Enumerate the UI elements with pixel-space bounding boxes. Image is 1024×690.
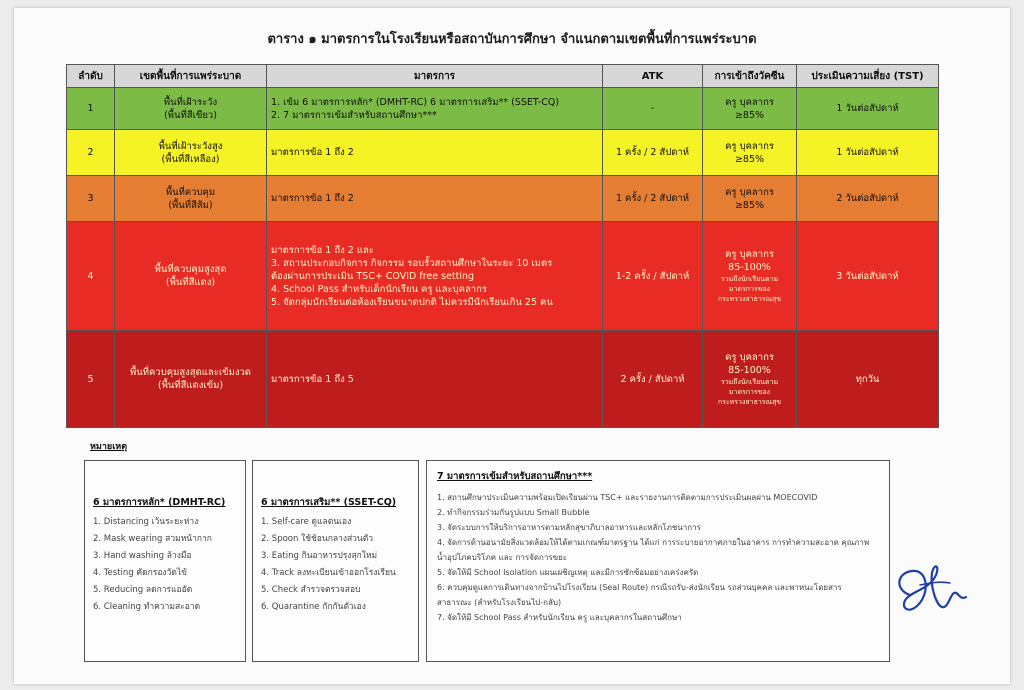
row-zone xyxy=(115,222,267,331)
row-tst: 3 วันต่อสัปดาห์ xyxy=(797,222,939,331)
list-item: 4. Testing คัดกรองวัดไข้ xyxy=(93,568,187,578)
table-row xyxy=(67,88,939,130)
measure-line: มาตรการข้อ 1 ถึง 2 และ xyxy=(271,244,374,256)
vaccine-line: ครู บุคลากร xyxy=(725,96,774,108)
zone-color: (พื้นที่สีส้ม) xyxy=(168,199,213,211)
row-no: 1 xyxy=(67,88,115,130)
row-zone xyxy=(115,88,267,130)
row-no: 5 xyxy=(67,331,115,428)
list-item: 4. Track ลงทะเบียนเข้าออกโรงเรียน xyxy=(261,568,396,578)
zone-color: (พื้นที่สีเหลือง) xyxy=(161,153,220,165)
vaccine-note: กระทรวงสาธารณสุข xyxy=(717,295,782,303)
strict-measures-title: 7 มาตรการเข้มสำหรับสถานศึกษา*** xyxy=(437,471,593,482)
list-item: 4. จัดการด้านอนามัยสิ่งแวดล้อมให้ได้ตามเกณฑ์มาตรฐาน ได้แก่ การระบายอากาศภายในอาคาร การทำความสะอาด คุณภาพ xyxy=(437,538,870,547)
notes-label: หมายเหตุ xyxy=(90,442,128,452)
zone-color: (พื้นที่สีแดงเข้ม) xyxy=(157,380,224,391)
zone-name: พื้นที่ควบคุมสูงสุด xyxy=(154,264,227,275)
row-tst: 1 วันต่อสัปดาห์ xyxy=(797,88,939,130)
row-zone xyxy=(115,331,267,428)
row-measures xyxy=(267,331,603,428)
vaccine-line: ครู บุคลากร xyxy=(725,140,774,152)
zone-name: พื้นที่เฝ้าระวังสูง xyxy=(158,140,223,152)
measure-line: ต้องผ่านการประเมิน TSC+ COVID free setting xyxy=(271,270,475,282)
vaccine-note: มาตรการของ xyxy=(728,285,771,293)
list-item: 5. จัดให้มี School Isolation แผนเผชิญเหตุ และมีการซักซ้อมอย่างเคร่งครัด xyxy=(437,568,699,577)
measure-line: มาตรการข้อ 1 ถึง 5 xyxy=(271,373,354,385)
list-item: น้ำอุปโภคบริโภค และ การจัดการขยะ xyxy=(437,553,568,562)
measure-line: มาตรการข้อ 1 ถึง 2 xyxy=(271,147,354,158)
row-atk: 1 ครั้ง / 2 สัปดาห์ xyxy=(603,130,703,176)
row-tst: ทุกวัน xyxy=(797,331,939,428)
signature-icon xyxy=(890,555,970,625)
row-atk: 1-2 ครั้ง / สัปดาห์ xyxy=(603,222,703,331)
vaccine-note: รวมถึงนักเรียนตาม xyxy=(720,378,779,386)
list-item: 1. Self-care ดูแลตนเอง xyxy=(261,517,352,527)
vaccine-line: ≥85% xyxy=(734,153,765,165)
row-zone xyxy=(115,130,267,176)
vaccine-note: กระทรวงสาธารณสุข xyxy=(717,398,782,406)
list-item: 1. สถานศึกษาประเมินความพร้อมเปิดเรียนผ่าน TSC+ และรายงานการติดตามการประเมินผลผ่าน MOECOVID xyxy=(437,493,818,502)
row-no: 2 xyxy=(67,130,115,176)
header-vaccine: การเข้าถึงวัคซีน xyxy=(703,65,797,88)
row-tst: 1 วันต่อสัปดาห์ xyxy=(797,130,939,176)
table-row xyxy=(67,331,939,428)
list-item: 5. Check สำรวจตรวจสอบ xyxy=(261,585,361,595)
row-measures xyxy=(267,222,603,331)
list-item: 7. จัดให้มี School Pass สำหรับนักเรียน ครู และบุคลากรในสถานศึกษา xyxy=(437,613,682,622)
measure-line: 3. สถานประกอบกิจการ กิจกรรม รอบรั้วสถานศึกษาในระยะ 10 เมตร xyxy=(271,257,553,269)
row-vaccine xyxy=(703,222,797,331)
measures-table xyxy=(66,64,939,428)
row-no: 3 xyxy=(67,176,115,222)
list-item: 1. Distancing เว้นระยะห่าง xyxy=(93,517,199,527)
header-tst: ประเมินความเสี่ยง (TST) xyxy=(797,65,939,88)
vaccine-line: ครู บุคลากร xyxy=(725,186,774,198)
list-item: 3. Hand washing ล้างมือ xyxy=(93,551,192,561)
vaccine-line: ครู บุคลากร xyxy=(725,352,774,363)
row-measures xyxy=(267,176,603,222)
extra-measures-box xyxy=(252,460,419,662)
list-item: 6. Cleaning ทำความสะอาด xyxy=(93,602,201,612)
vaccine-line: 85-100% xyxy=(728,262,771,273)
zone-color: (พื้นที่สีแดง) xyxy=(165,277,216,288)
page-title: ตาราง ๑ มาตรการในโรงเรียนหรือสถาบันการศึกษา จำแนกตามเขตพื้นที่การแพร่ระบาด xyxy=(267,32,757,47)
table-row xyxy=(67,130,939,176)
row-atk: 1 ครั้ง / 2 สัปดาห์ xyxy=(603,176,703,222)
row-measures xyxy=(267,88,603,130)
table-row xyxy=(67,222,939,331)
strict-measures-box xyxy=(426,460,890,662)
list-item: 2. ทำกิจกรรมร่วมกันรูปแบบ Small Bubble xyxy=(437,508,590,517)
list-item: 2. Mask wearing สวมหน้ากาก xyxy=(93,534,212,544)
list-item: 2. Spoon ใช้ช้อนกลางส่วนตัว xyxy=(261,534,374,544)
row-vaccine xyxy=(703,176,797,222)
header-measures: มาตรการ xyxy=(267,65,603,88)
zone-name: พื้นที่ควบคุมสูงสุดและเข้มงวด xyxy=(130,367,251,378)
list-item: 3. Eating กินอาหารปรุงสุกใหม่ xyxy=(261,551,378,561)
list-item: 3. จัดระบบการให้บริการอาหารตามหลักสุขาภิบาลอาหารและหลักโภชนาการ xyxy=(437,523,701,532)
row-atk: - xyxy=(603,88,703,130)
vaccine-line: ครู บุคลากร xyxy=(725,249,774,260)
extra-measures-title: 6 มาตรการเสริม** (SSET-CQ) xyxy=(261,497,397,508)
zone-color: (พื้นที่สีเขียว) xyxy=(164,109,217,121)
row-zone xyxy=(115,176,267,222)
list-item: 5. Reducing ลดการแออัด xyxy=(93,585,193,595)
vaccine-note: มาตรการของ xyxy=(728,388,771,396)
row-measures xyxy=(267,130,603,176)
row-no: 4 xyxy=(67,222,115,331)
header-atk: ATK xyxy=(603,65,703,88)
row-tst: 2 วันต่อสัปดาห์ xyxy=(797,176,939,222)
row-atk: 2 ครั้ง / สัปดาห์ xyxy=(603,331,703,428)
measure-line: 1. เข้ม 6 มาตรการหลัก* (DMHT-RC) 6 มาตรการเสริม** (SSET-CQ) xyxy=(271,96,560,108)
list-item: สาธารณะ (สำหรับโรงเรียนไป-กลับ) xyxy=(437,598,562,607)
vaccine-line: ≥85% xyxy=(734,199,765,211)
row-vaccine xyxy=(703,130,797,176)
list-item: 6. ควบคุมดูแลการเดินทางจากบ้านไปโรงเรียน (Seal Route) กรณีรถรับ-ส่งนักเรียน รถส่วนบุคคล และพาหนะโดยสาร xyxy=(437,583,842,592)
main-measures-box xyxy=(84,460,246,662)
zone-name: พื้นที่ควบคุม xyxy=(165,186,216,198)
vaccine-note: รวมถึงนักเรียนตาม xyxy=(720,275,779,283)
main-measures-title: 6 มาตรการหลัก* (DMHT-RC) xyxy=(93,497,226,508)
table-row xyxy=(67,176,939,222)
vaccine-line: 85-100% xyxy=(728,365,771,376)
zone-name: พื้นที่เฝ้าระวัง xyxy=(163,96,218,108)
measure-line: มาตรการข้อ 1 ถึง 2 xyxy=(271,193,354,204)
row-vaccine xyxy=(703,88,797,130)
header-no: ลำดับ xyxy=(67,65,115,88)
list-item: 6. Quarantine กักกันตัวเอง xyxy=(261,602,366,612)
table-header-row xyxy=(67,65,939,88)
measure-line: 4. School Pass สำหรับเด็กนักเรียน ครู และบุคลากร xyxy=(271,283,487,295)
measure-line: 5. จัดกลุ่มนักเรียนต่อห้องเรียนขนาดปกติ ไม่ควรมีนักเรียนเกิน 25 คน xyxy=(271,296,553,308)
measure-line: 2. 7 มาตรการเข้มสำหรับสถานศึกษา*** xyxy=(271,109,437,121)
row-vaccine xyxy=(703,331,797,428)
header-zone: เขตพื้นที่การแพร่ระบาด xyxy=(115,65,267,88)
vaccine-line: ≥85% xyxy=(734,109,765,121)
